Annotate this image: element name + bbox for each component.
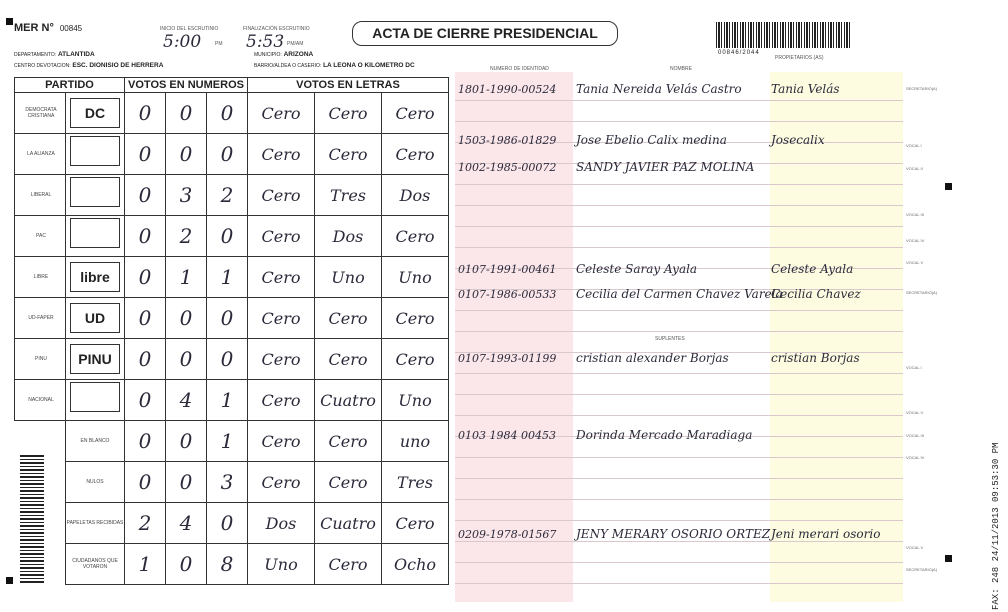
vote-digit: 0 <box>207 93 248 134</box>
vote-digit: 3 <box>166 175 207 216</box>
signer-signature: Tania Velás <box>771 82 840 96</box>
vote-digit: 0 <box>166 134 207 175</box>
vote-digit: 0 <box>207 216 248 257</box>
form-line <box>455 373 903 374</box>
party-name: LA ALIANZA <box>15 134 66 175</box>
vote-digit: 1 <box>125 544 166 585</box>
vote-digit: 4 <box>166 503 207 544</box>
vote-word: Uno <box>315 257 382 298</box>
signer-id: 0107-1993-01199 <box>458 352 557 365</box>
form-line <box>455 541 903 542</box>
signer-name: cristian alexander Borjas <box>576 351 729 365</box>
summary-row <box>15 421 449 462</box>
party-name: LIBRE <box>15 257 66 298</box>
role-label: VOCAL V <box>906 545 924 550</box>
form-line <box>455 520 903 521</box>
vote-digit: 3 <box>207 462 248 503</box>
vote-digit: 1 <box>207 257 248 298</box>
signer-id: 0103 1984 00453 <box>458 429 556 442</box>
signer-row <box>458 351 901 365</box>
centro-votacion: CENTRO DEVOTACION: ESC. DIONISIO DE HERRERA <box>14 62 164 69</box>
registration-mark <box>945 555 952 562</box>
vote-word: Cero <box>248 216 315 257</box>
role-label: SECRETARIO(A) <box>906 86 938 91</box>
vote-digit: 0 <box>125 175 166 216</box>
final-label: FINALIZACIÓN ESCRUTINIO <box>243 26 310 32</box>
vote-word: Cero <box>315 298 382 339</box>
departamento: DEPARTAMENTO: ATLANTIDA <box>14 51 95 58</box>
vote-digit: 2 <box>125 503 166 544</box>
summary-row <box>15 462 449 503</box>
vote-word: Cuatro <box>315 503 382 544</box>
vote-word: Dos <box>248 503 315 544</box>
signer-name: SANDY JAVIER PAZ MOLINA <box>576 160 755 174</box>
vote-digit: 2 <box>207 175 248 216</box>
vote-digit: 0 <box>125 134 166 175</box>
vote-word: Cero <box>248 257 315 298</box>
party-row <box>15 298 449 339</box>
signer-row <box>458 133 901 147</box>
vote-digit: 1 <box>207 421 248 462</box>
form-line <box>455 478 903 479</box>
party-logo: libre <box>66 257 125 298</box>
barcode <box>716 22 852 48</box>
vote-digit: 0 <box>125 380 166 421</box>
signer-name: Jose Ebelio Calix medina <box>576 133 727 147</box>
propietarios-label: PROPIETARIOS (AS) <box>775 55 824 61</box>
vote-word: Cero <box>382 216 449 257</box>
registration-mark <box>945 183 952 190</box>
vote-word: uno <box>382 421 449 462</box>
party-row <box>15 339 449 380</box>
vote-word: Uno <box>248 544 315 585</box>
role-label: VOCAL IV <box>906 455 925 460</box>
form-line <box>455 205 903 206</box>
party-logo <box>66 216 125 257</box>
vote-word: Tres <box>315 175 382 216</box>
form-line <box>455 310 903 311</box>
final-time: 5:53 <box>246 32 285 52</box>
party-logo <box>66 134 125 175</box>
signer-row <box>458 82 901 96</box>
vote-word: Uno <box>382 257 449 298</box>
vote-word: Cuatro <box>315 380 382 421</box>
party-row <box>15 380 449 421</box>
vote-digit: 0 <box>125 298 166 339</box>
party-name: NACIONAL <box>15 380 66 421</box>
form-line <box>455 121 903 122</box>
party-name: UD-FAPER <box>15 298 66 339</box>
party-name: DEMOCRATA CRISTIANA <box>15 93 66 134</box>
form-line <box>455 247 903 248</box>
vote-word: Cero <box>248 462 315 503</box>
party-logo <box>66 380 125 421</box>
vote-digit: 1 <box>166 257 207 298</box>
party-row <box>15 257 449 298</box>
vote-word: Cero <box>315 421 382 462</box>
vote-word: Cero <box>315 93 382 134</box>
signer-name: Tania Nereida Velás Castro <box>576 82 742 96</box>
vote-digit: 1 <box>207 380 248 421</box>
vote-word: Cero <box>248 421 315 462</box>
role-label: VOCAL II <box>906 166 923 171</box>
form-line <box>455 457 903 458</box>
signer-row <box>458 160 901 174</box>
vote-digit: 0 <box>125 216 166 257</box>
form-line <box>455 394 903 395</box>
signer-id: 0107-1986-00533 <box>458 288 557 301</box>
vote-word: Cero <box>315 544 382 585</box>
vote-word: Dos <box>315 216 382 257</box>
vote-digit: 0 <box>125 462 166 503</box>
party-name: PINU <box>15 339 66 380</box>
signer-id: 0209-1978-01567 <box>458 528 557 541</box>
nombre-label: NOMBRE <box>670 66 692 72</box>
form-line <box>455 226 903 227</box>
role-label: VOCAL IV <box>906 238 925 243</box>
form-line <box>455 499 903 500</box>
side-barcode <box>20 453 44 583</box>
party-row <box>15 93 449 134</box>
col-letras: VOTOS EN LETRAS <box>248 78 449 93</box>
signer-signature: Celeste Ayala <box>771 262 854 276</box>
vote-word: Dos <box>382 175 449 216</box>
registration-mark <box>6 577 13 584</box>
summary-label: EN BLANCO <box>66 421 125 462</box>
summary-label: PAPELETAS RECIBIDAS <box>66 503 125 544</box>
vote-digit: 0 <box>207 339 248 380</box>
form-line <box>455 100 903 101</box>
vote-word: Cero <box>382 503 449 544</box>
party-row <box>15 175 449 216</box>
vote-digit: 0 <box>166 339 207 380</box>
vote-word: Cero <box>382 93 449 134</box>
role-label: VOCAL III <box>906 212 924 217</box>
party-row <box>15 134 449 175</box>
vote-word: Cero <box>382 298 449 339</box>
vote-word: Cero <box>382 339 449 380</box>
vote-word: Cero <box>315 134 382 175</box>
summary-row <box>15 544 449 585</box>
vote-digit: 0 <box>125 93 166 134</box>
signer-id: 1503-1986-01829 <box>458 134 557 147</box>
vote-word: Cero <box>315 339 382 380</box>
signer-name: JENY MERARY OSORIO ORTEZ <box>576 527 771 541</box>
signer-signature: Josecalix <box>771 133 825 147</box>
vote-digit: 0 <box>125 257 166 298</box>
party-name: LIBERAL <box>15 175 66 216</box>
fax-stamp: FAX: 248 24/11/2013 09:53:30 PM <box>991 442 1001 610</box>
barcode-text: 00846/2044 <box>718 50 760 56</box>
vote-word: Cero <box>248 380 315 421</box>
signer-id: 1801-1990-00524 <box>458 83 557 96</box>
signer-signature: Cecilia Chavez <box>771 287 861 301</box>
registration-mark <box>6 18 13 25</box>
vote-word: Cero <box>248 298 315 339</box>
vote-digit: 4 <box>166 380 207 421</box>
summary-row <box>15 503 449 544</box>
vote-word: Cero <box>248 175 315 216</box>
vote-digit: 0 <box>166 544 207 585</box>
inicio-unit: PM <box>215 41 223 47</box>
document-title: ACTA DE CIERRE PRESIDENCIAL <box>352 21 618 46</box>
vote-word: Cero <box>248 134 315 175</box>
party-row <box>15 216 449 257</box>
vote-word: Cero <box>248 339 315 380</box>
party-logo: PINU <box>66 339 125 380</box>
signer-name: Celeste Saray Ayala <box>576 262 698 276</box>
vote-digit: 0 <box>125 339 166 380</box>
vote-digit: 8 <box>207 544 248 585</box>
party-logo: UD <box>66 298 125 339</box>
role-label: VOCAL I <box>906 143 922 148</box>
vote-word: Ocho <box>382 544 449 585</box>
signer-id: 0107-1991-00461 <box>458 263 557 276</box>
vote-digit: 0 <box>207 298 248 339</box>
id-column <box>455 72 573 602</box>
signer-row <box>458 287 901 301</box>
role-label: VOCAL III <box>906 433 924 438</box>
vote-word: Tres <box>382 462 449 503</box>
party-logo <box>66 175 125 216</box>
vote-digit: 0 <box>207 503 248 544</box>
suplentes-label: SUPLENTES <box>655 336 685 342</box>
col-partido: PARTIDO <box>15 78 125 93</box>
signer-signature: Jeni merari osorio <box>771 527 881 541</box>
municipio: MUNICIPIO: ARIZONA <box>254 51 314 58</box>
signer-row <box>458 428 901 442</box>
party-logo: DC <box>66 93 125 134</box>
inicio-time: 5:00 <box>163 32 202 52</box>
signer-id: 1002-1985-00072 <box>458 161 557 174</box>
vote-digit: 2 <box>166 216 207 257</box>
summary-label: CIUDADANOS QUE VOTARON <box>66 544 125 585</box>
vote-word: Cero <box>248 93 315 134</box>
role-label: VOCAL I <box>906 365 922 370</box>
party-name: PAC <box>15 216 66 257</box>
inicio-label: INICIO DEL ESCRUTINIO <box>160 26 219 32</box>
signer-name: Cecilia del Carmen Chavez Varela <box>576 287 783 301</box>
identidad-label: NUMERO DE IDENTIDAD <box>490 66 549 72</box>
role-label: SECRETARIO(A) <box>906 567 938 572</box>
vote-word: Cero <box>382 134 449 175</box>
form-line <box>455 184 903 185</box>
vote-digit: 0 <box>166 298 207 339</box>
vote-digit: 0 <box>166 421 207 462</box>
role-label: VOCAL II <box>906 410 923 415</box>
final-unit: PM/AM <box>287 41 304 47</box>
mer-number: MER N° 00845 <box>14 22 83 34</box>
vote-digit: 0 <box>207 134 248 175</box>
signature-column <box>770 72 903 602</box>
col-numeros: VOTOS EN NUMEROS <box>125 78 248 93</box>
form-line <box>455 331 903 332</box>
vote-digit: 0 <box>125 421 166 462</box>
role-label: SECRETARIO(A) <box>906 290 938 295</box>
signer-name: Dorinda Mercado Maradiaga <box>576 428 753 442</box>
role-label: VOCAL V <box>906 260 924 265</box>
form-line <box>455 562 903 563</box>
summary-label: NULOS <box>66 462 125 503</box>
votes-table <box>14 77 449 585</box>
form-line <box>455 583 903 584</box>
vote-digit: 0 <box>166 93 207 134</box>
signer-row <box>458 262 901 276</box>
barrio: BARRIO/ALDEA O CASERIO: LA LEONA O KILOMETRO DC <box>254 62 415 69</box>
vote-digit: 0 <box>166 462 207 503</box>
signer-signature: cristian Borjas <box>771 351 860 365</box>
form-line <box>455 415 903 416</box>
vote-word: Cero <box>315 462 382 503</box>
signer-row <box>458 527 901 541</box>
vote-word: Uno <box>382 380 449 421</box>
